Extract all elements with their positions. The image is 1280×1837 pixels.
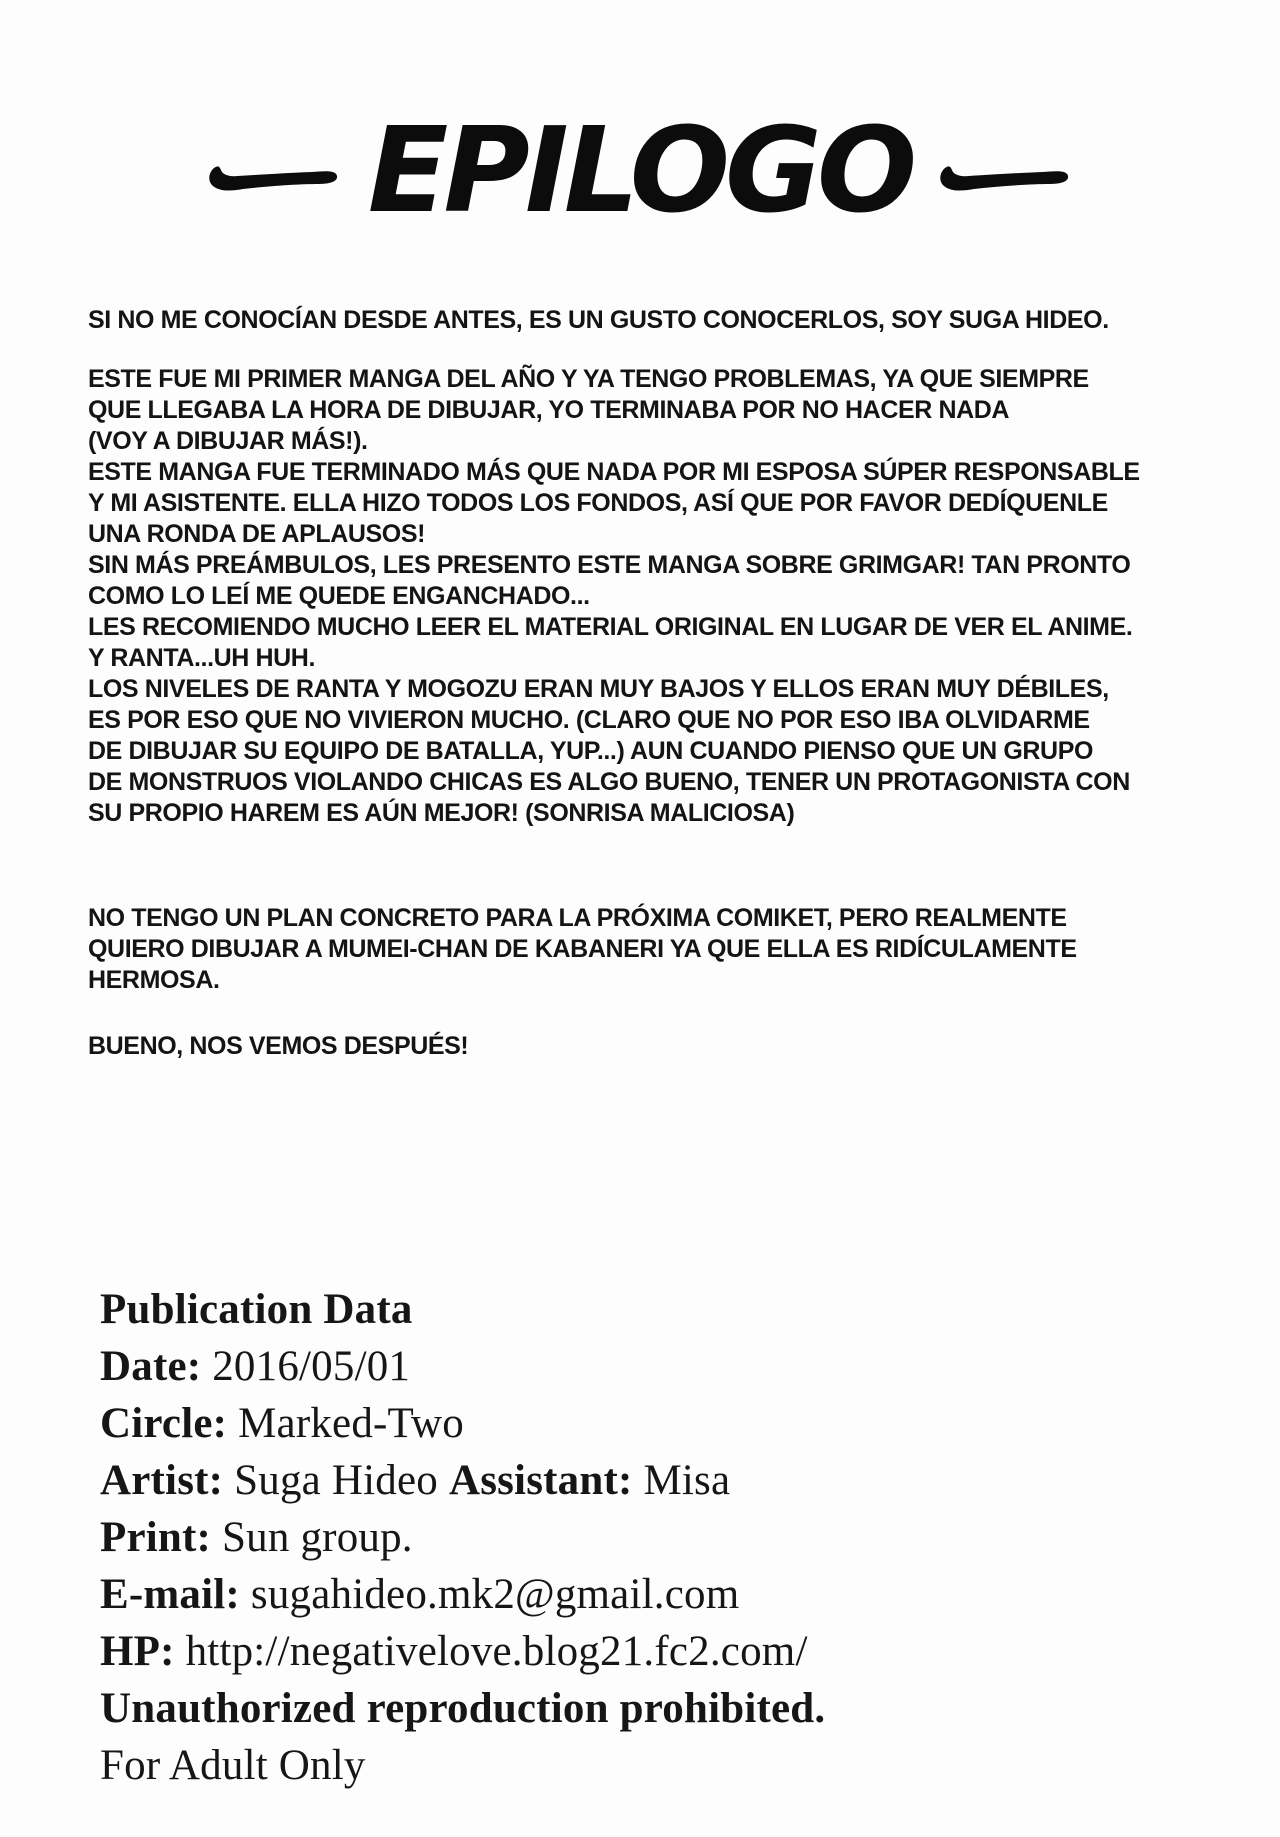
publication-row bbox=[100, 1623, 825, 1680]
publication-field-label: Artist: bbox=[100, 1457, 224, 1504]
title-dash-right-icon bbox=[938, 159, 1073, 195]
publication-row bbox=[100, 1395, 825, 1452]
publication-rows bbox=[100, 1338, 825, 1680]
afterword-line: NO TENGO UN PLAN CONCRETO PARA LA PRÓXIMA COMIKET, PERO REALMENTE bbox=[88, 904, 1067, 932]
afterword-line: COMO LO LEÍ ME QUEDE ENGANCHADO... bbox=[88, 582, 590, 610]
page-title-row bbox=[0, 96, 1280, 244]
publication-field-label: Date: bbox=[100, 1343, 202, 1390]
afterword-line: ESTE MANGA FUE TERMINADO MÁS QUE NADA POR MI ESPOSA SÚPER RESPONSABLE bbox=[88, 458, 1140, 486]
adult-only-label: For Adult Only bbox=[100, 1742, 366, 1789]
afterword-line: Y RANTA...UH HUH. bbox=[88, 644, 316, 672]
afterword-line: BUENO, NOS VEMOS DESPUÉS! bbox=[88, 1032, 469, 1060]
afterword-paragraph bbox=[88, 305, 1208, 336]
publication-data bbox=[100, 1281, 825, 1794]
publication-field-value: Marked-Two bbox=[227, 1400, 464, 1447]
afterword-line: (VOY A DIBUJAR MÁS!). bbox=[88, 427, 368, 455]
publication-row bbox=[100, 1566, 825, 1623]
publication-field-label: Assistant: bbox=[448, 1457, 633, 1504]
afterword-line: LES RECOMIENDO MUCHO LEER EL MATERIAL ORIGINAL EN LUGAR DE VER EL ANIME. bbox=[88, 613, 1133, 641]
afterword-line: LOS NIVELES DE RANTA Y MOGOZU ERAN MUY BAJOS Y ELLOS ERAN MUY DÉBILES, bbox=[88, 675, 1109, 703]
publication-field-value: http://negativelove.blog21.fc2.com/ bbox=[174, 1628, 808, 1675]
page-title: EPILOGO bbox=[367, 101, 913, 239]
afterword-line: SIN MÁS PREÁMBULOS, LES PRESENTO ESTE MANGA SOBRE GRIMGAR! TAN PRONTO bbox=[88, 551, 1131, 579]
publication-field-label: Circle: bbox=[100, 1400, 228, 1447]
publication-field-label: E-mail: bbox=[100, 1571, 240, 1618]
afterword-line: DE MONSTRUOS VIOLANDO CHICAS ES ALGO BUENO, TENER UN PROTAGONISTA CON bbox=[88, 768, 1130, 796]
afterword-text bbox=[88, 305, 1208, 1062]
afterword-paragraph bbox=[88, 1031, 1208, 1062]
publication-field-value: Misa bbox=[632, 1457, 731, 1504]
afterword-paragraph bbox=[88, 364, 1208, 829]
publication-field-value: Sun group. bbox=[211, 1514, 413, 1561]
title-dash-left-icon bbox=[207, 159, 342, 195]
afterword-line: Y MI ASISTENTE. ELLA HIZO TODOS LOS FONDOS, ASÍ QUE POR FAVOR DEDÍQUENLE bbox=[88, 489, 1108, 517]
publication-heading: Publication Data bbox=[100, 1286, 413, 1333]
afterword-line: HERMOSA. bbox=[88, 966, 220, 994]
afterword-line: QUIERO DIBUJAR A MUMEI-CHAN DE KABANERI YA QUE ELLA ES RIDÍCULAMENTE bbox=[88, 935, 1077, 963]
publication-field-value: sugahideo.mk2@gmail.com bbox=[239, 1571, 740, 1618]
copyright-notice: Unauthorized reproduction prohibited. bbox=[100, 1685, 826, 1732]
publication-field-label: Print: bbox=[100, 1514, 212, 1561]
publication-row bbox=[100, 1509, 825, 1566]
publication-row bbox=[100, 1338, 825, 1395]
publication-field-value: 2016/05/01 bbox=[201, 1343, 411, 1390]
afterword-line: QUE LLEGABA LA HORA DE DIBUJAR, YO TERMINABA POR NO HACER NADA bbox=[88, 396, 1010, 424]
afterword-line: SU PROPIO HAREM ES AÚN MEJOR! (SONRISA MALICIOSA) bbox=[88, 799, 795, 827]
afterword-line: UNA RONDA DE APLAUSOS! bbox=[88, 520, 426, 548]
publication-field-value: Suga Hideo bbox=[223, 1457, 449, 1504]
afterword-line: ES POR ESO QUE NO VIVIERON MUCHO. (CLARO QUE NO POR ESO IBA OLVIDARME bbox=[88, 706, 1090, 734]
afterword-line: SI NO ME CONOCÍAN DESDE ANTES, ES UN GUSTO CONOCERLOS, SOY SUGA HIDEO. bbox=[88, 306, 1109, 334]
afterword-paragraph bbox=[88, 903, 1208, 996]
afterword-line: ESTE FUE MI PRIMER MANGA DEL AÑO Y YA TENGO PROBLEMAS, YA QUE SIEMPRE bbox=[88, 365, 1089, 393]
publication-field-label: HP: bbox=[100, 1628, 175, 1675]
afterword-line: DE DIBUJAR SU EQUIPO DE BATALLA, YUP...) AUN CUANDO PIENSO QUE UN GRUPO bbox=[88, 737, 1094, 765]
publication-row bbox=[100, 1452, 825, 1509]
